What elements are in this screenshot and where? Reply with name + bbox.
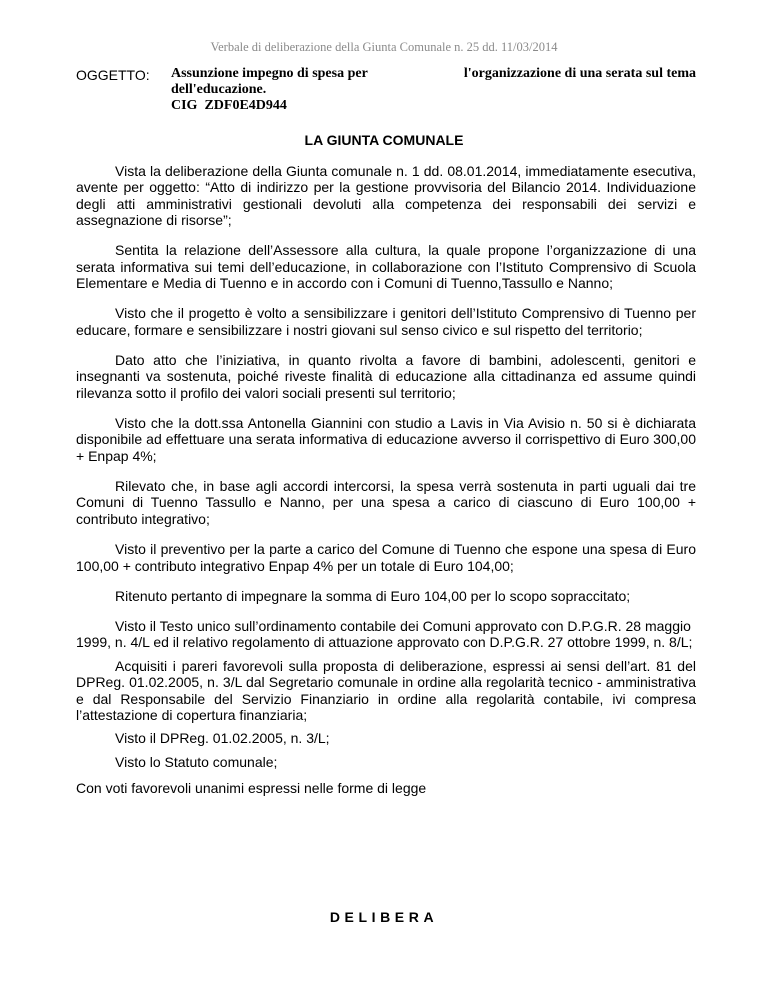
subject-text [171, 66, 696, 114]
deliberation-heading: DELIBERA [329, 909, 439, 925]
subject-label: OGGETTO: [76, 67, 150, 83]
page-header: Verbale di deliberazione della Giunta Comunale n. 25 dd. 11/03/2014 [210, 40, 558, 54]
paragraph-5: Visto che la dott.ssa Antonella Giannini con studio a Lavis in Via Avisio n. 50 si è dichiarata disponibile ad effettuare una serata informativa di educazione avverso il corrispettivo di Euro 300,00 + Enpap 4%; [76, 415, 696, 464]
section-title: LA GIUNTA COMUNALE [304, 132, 464, 148]
subject-line-2: dell'educazione. [171, 82, 267, 97]
subject-cig: CIG ZDF0E4D944 [171, 98, 287, 113]
paragraph-1: Vista la deliberazione della Giunta comunale n. 1 dd. 08.01.2014, immediatamente esecutiva, avente per oggetto: “Atto di indirizzo per la gestione provvisoria del Bilancio 2014. Individuazione degli atti amministrativi gestionali devoluti alla competenza dei responsabili dei servizi e assegnazione di risorse”; [76, 163, 696, 229]
subject-line-1b: l'organizzazione di una serata sul tema [463, 66, 696, 81]
paragraph-10: Acquisiti i pareri favorevoli sulla proposta di deliberazione, espressi ai sensi dell’art. 81 del DPReg. 01.02.2005, n. 3/L dal Segretario comunale in ordine alla regolarità tecnico - amministrativa e dal Responsabile del Servizio Finanziario in ordine alla regolarità contabile, ivi compresa l’attestazione di copertura finanziaria; [76, 657, 696, 723]
subject-line-1 [171, 66, 696, 82]
document-body [76, 163, 696, 810]
paragraph-8: Ritenuto pertanto di impegnare la somma di Euro 104,00 per lo scopo sopraccitato; [115, 587, 631, 604]
subject-line-1a: Assunzione impegno di spesa per [171, 66, 368, 81]
paragraph-13: Con voti favorevoli unanimi espressi nelle forme di legge [76, 780, 427, 797]
paragraph-11: Visto il DPReg. 01.02.2005, n. 3/L; [115, 730, 330, 747]
paragraph-7: Visto il preventivo per la parte a carico del Comune di Tuenno che espone una spesa di Euro 100,00 + contributo integrativo Enpap 4% per un totale di Euro 104,00; [76, 541, 696, 574]
paragraph-9: Visto il Testo unico sull’ordinamento contabile dei Comuni approvato con D.P.G.R. 28 maggio 1999, n. 4/L ed il relativo regolamento di attuazione approvato con D.P.G.R. 27 ottobre 1999, n. 8/L; [76, 617, 693, 651]
paragraph-4: Dato atto che l’iniziativa, in quanto rivolta a favore di bambini, adolescenti, genitori e insegnanti va sostenuta, poiché riveste finalità di educazione alla cittadinanza ed assume quindi rilevanza sotto il profilo dei valori sociali presenti sul territorio; [76, 352, 696, 401]
paragraph-6: Rilevato che, in base agli accordi intercorsi, la spesa verrà sostenuta in parti uguali dai tre Comuni di Tuenno Tassullo e Nanno, per una spesa a carico di ciascuno di Euro 100,00 + contributo integrativo; [76, 478, 696, 527]
paragraph-3: Visto che il progetto è volto a sensibilizzare i genitori dell’Istituto Comprensivo di Tuenno per educare, formare e sensibilizzare i nostri giovani sul senso civico e sul rispetto del territorio; [76, 305, 696, 338]
paragraph-12: Visto lo Statuto comunale; [115, 753, 278, 770]
paragraph-2: Sentita la relazione dell’Assessore alla cultura, la quale propone l’organizzazione di una serata informativa sui temi dell’educazione, in collaborazione con l’Istituto Comprensivo di Scuola Elementare e Media di Tuenno e in accordo con i Comuni di Tuenno,Tassullo e Nanno; [76, 242, 696, 292]
